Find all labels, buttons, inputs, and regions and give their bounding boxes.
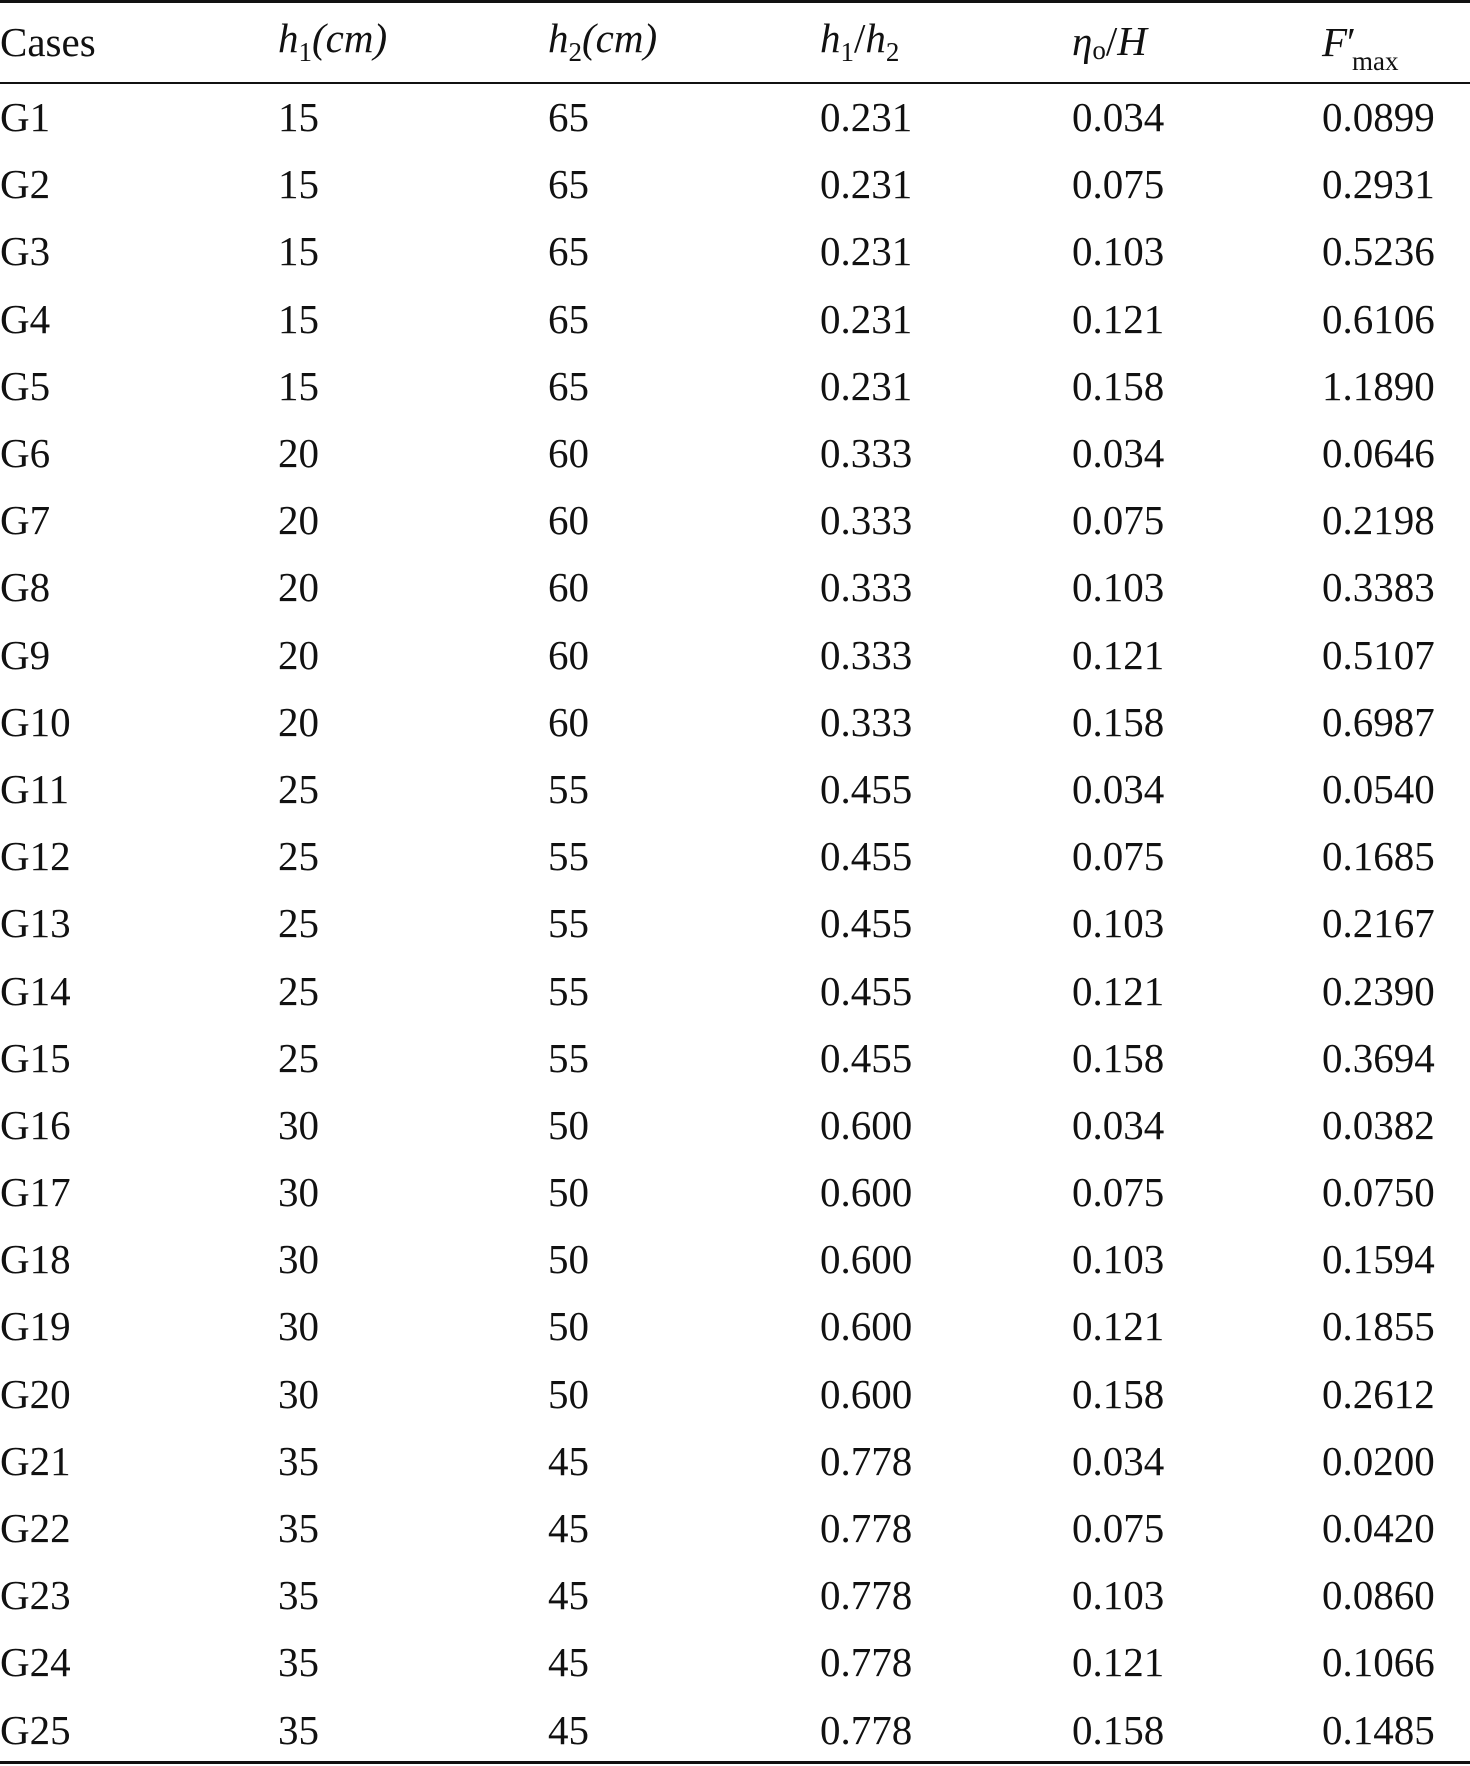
cell-case: G4 [0,295,51,342]
table-row [0,756,1470,823]
cell-case: G6 [0,430,51,477]
cell-h1: 20 [278,497,319,544]
cell-h2: 45 [548,1706,589,1753]
header-h1-unit: (cm) [312,15,388,61]
cell-case: G3 [0,228,51,275]
cell-ratio: 0.231 [820,161,913,208]
cell-h1: 15 [278,295,319,342]
cell-fmax: 0.0646 [1322,430,1435,477]
cell-ratio: 0.333 [820,631,913,678]
cell-h1: 35 [278,1572,319,1619]
cell-case: G17 [0,1169,71,1216]
cell-case: G14 [0,967,71,1014]
cell-h2: 45 [548,1505,589,1552]
cell-fmax: 0.0200 [1322,1437,1435,1484]
cell-case: G10 [0,698,71,745]
table-row [0,1293,1470,1360]
header-fmax [1322,0,1470,84]
cell-h2: 60 [548,497,589,544]
table-row [0,622,1470,689]
cell-ratio: 0.231 [820,295,913,342]
header-h1-sub: 1 [298,37,312,67]
cell-fmax: 0.6987 [1322,698,1435,745]
header-cases [0,0,278,84]
cell-h1: 30 [278,1303,319,1350]
cell-ratio: 0.455 [820,833,913,880]
header-eta [1072,0,1322,84]
cell-fmax: 0.0540 [1322,765,1435,812]
cell-ratio: 0.778 [820,1706,913,1753]
cell-h2: 65 [548,228,589,275]
table-row [0,487,1470,554]
cell-ratio: 0.455 [820,765,913,812]
cell-ratio: 0.333 [820,564,913,611]
table-row [0,554,1470,621]
header-eta-den: H [1117,17,1147,64]
table-row [0,1226,1470,1293]
cell-fmax: 0.3383 [1322,564,1435,611]
cell-h1: 35 [278,1505,319,1552]
cell-fmax: 0.1685 [1322,833,1435,880]
cell-h1: 20 [278,430,319,477]
table-row [0,286,1470,353]
cell-eta: 0.121 [1072,967,1165,1014]
cell-eta: 0.121 [1072,1639,1165,1686]
cell-h1: 25 [278,765,319,812]
cell-ratio: 0.778 [820,1639,913,1686]
cell-eta: 0.158 [1072,698,1165,745]
cell-case: G11 [0,765,70,812]
header-eta-sub: o [1092,34,1106,65]
cell-case: G22 [0,1505,71,1552]
cell-fmax: 0.2612 [1322,1370,1435,1417]
cell-h1: 30 [278,1169,319,1216]
header-ratio-den-var: h [865,15,886,61]
cell-h2: 45 [548,1437,589,1484]
header-h2-var: h [548,15,569,61]
cell-h2: 45 [548,1572,589,1619]
cell-h2: 50 [548,1169,589,1216]
cell-ratio: 0.231 [820,94,913,141]
cell-case: G23 [0,1572,71,1619]
cell-h2: 50 [548,1101,589,1148]
cell-h1: 15 [278,161,319,208]
cell-eta: 0.034 [1072,94,1165,141]
cell-ratio: 0.455 [820,1034,913,1081]
header-h2-unit: (cm) [582,15,658,61]
cell-h1: 35 [278,1437,319,1484]
table-row [0,1361,1470,1428]
cell-fmax: 0.1485 [1322,1706,1435,1753]
cell-h2: 65 [548,295,589,342]
cell-eta: 0.121 [1072,295,1165,342]
cell-ratio: 0.455 [820,967,913,1014]
cell-case: G8 [0,564,51,611]
cell-case: G2 [0,161,51,208]
cell-h1: 15 [278,362,319,409]
cell-case: G18 [0,1236,71,1283]
cell-case: G21 [0,1437,71,1484]
cell-ratio: 0.231 [820,362,913,409]
header-h2 [548,0,820,84]
cell-eta: 0.075 [1072,833,1165,880]
cell-h2: 55 [548,1034,589,1081]
cell-h1: 25 [278,900,319,947]
cell-ratio: 0.600 [820,1236,913,1283]
table-row [0,353,1470,420]
cell-ratio: 0.231 [820,228,913,275]
table-row [0,151,1470,218]
cell-case: G19 [0,1303,71,1350]
cell-eta: 0.121 [1072,1303,1165,1350]
header-h2-sub: 2 [568,37,582,67]
cell-ratio: 0.600 [820,1370,913,1417]
cell-fmax: 0.6106 [1322,295,1435,342]
cell-h2: 55 [548,967,589,1014]
cell-eta: 0.034 [1072,430,1165,477]
table-row [0,218,1470,285]
cell-eta: 0.103 [1072,1572,1165,1619]
header-ratio [820,0,1072,84]
cell-eta: 0.075 [1072,1505,1165,1552]
cell-h2: 50 [548,1236,589,1283]
cell-ratio: 0.333 [820,497,913,544]
table-row [0,84,1470,151]
cell-case: G20 [0,1370,71,1417]
table-body [0,84,1470,1764]
header-row [0,0,1470,84]
cell-fmax: 0.2931 [1322,161,1435,208]
cell-fmax: 0.5107 [1322,631,1435,678]
cell-h1: 25 [278,1034,319,1081]
cell-h2: 65 [548,94,589,141]
cell-h2: 60 [548,564,589,611]
cell-h2: 45 [548,1639,589,1686]
cell-fmax: 0.0382 [1322,1101,1435,1148]
cell-eta: 0.075 [1072,497,1165,544]
table-row [0,1025,1470,1092]
cell-h2: 50 [548,1370,589,1417]
header-ratio-slash: / [854,15,866,61]
table-row [0,420,1470,487]
cell-case: G12 [0,833,71,880]
cell-fmax: 0.1594 [1322,1236,1435,1283]
cell-h2: 60 [548,698,589,745]
table-row [0,957,1470,1024]
cell-eta: 0.075 [1072,161,1165,208]
cell-ratio: 0.600 [820,1169,913,1216]
cell-ratio: 0.778 [820,1437,913,1484]
cell-fmax: 0.2390 [1322,967,1435,1014]
cell-case: G25 [0,1706,71,1753]
cell-eta: 0.034 [1072,1101,1165,1148]
cell-ratio: 0.600 [820,1101,913,1148]
header-eta-var: η [1072,17,1093,64]
cell-fmax: 0.1855 [1322,1303,1435,1350]
header-fmax-var: F [1322,18,1348,65]
cell-h1: 15 [278,228,319,275]
header-ratio-num-var: h [820,15,841,61]
cell-h2: 65 [548,362,589,409]
cell-ratio: 0.600 [820,1303,913,1350]
cell-ratio: 0.333 [820,430,913,477]
cell-fmax: 0.0899 [1322,94,1435,141]
cell-h1: 30 [278,1101,319,1148]
cell-fmax: 0.2198 [1322,497,1435,544]
cell-fmax: 0.5236 [1322,228,1435,275]
cell-case: G13 [0,900,71,947]
cell-ratio: 0.778 [820,1505,913,1552]
table-row [0,689,1470,756]
cell-h1: 30 [278,1236,319,1283]
cell-h2: 55 [548,900,589,947]
cell-eta: 0.158 [1072,1370,1165,1417]
cell-eta: 0.103 [1072,228,1165,275]
cell-eta: 0.158 [1072,1706,1165,1753]
cell-case: G5 [0,362,51,409]
cell-h2: 60 [548,430,589,477]
cell-eta: 0.034 [1072,1437,1165,1484]
cell-h1: 25 [278,967,319,1014]
table-row [0,1092,1470,1159]
cell-eta: 0.103 [1072,900,1165,947]
table-row [0,823,1470,890]
cell-case: G9 [0,631,51,678]
table-row [0,1629,1470,1696]
cell-fmax: 0.0860 [1322,1572,1435,1619]
cell-h1: 20 [278,631,319,678]
header-fmax-prime: ′ [1347,18,1357,65]
header-h1-var: h [278,15,299,61]
cell-h1: 25 [278,833,319,880]
cell-ratio: 0.778 [820,1572,913,1619]
header-eta-slash: / [1105,17,1118,64]
cell-fmax: 1.1890 [1322,362,1435,409]
cell-ratio: 0.455 [820,900,913,947]
table-row [0,1495,1470,1562]
cell-fmax: 0.0420 [1322,1505,1435,1552]
cell-eta: 0.103 [1072,1236,1165,1283]
cell-h2: 55 [548,765,589,812]
cell-eta: 0.121 [1072,631,1165,678]
cell-eta: 0.158 [1072,362,1165,409]
header-h1 [278,0,548,84]
table-row [0,1562,1470,1629]
cell-eta: 0.103 [1072,564,1165,611]
cell-case: G24 [0,1639,71,1686]
cell-eta: 0.034 [1072,765,1165,812]
cell-fmax: 0.0750 [1322,1169,1435,1216]
header-ratio-den-sub: 2 [885,37,900,67]
cell-ratio: 0.333 [820,698,913,745]
cell-h1: 20 [278,698,319,745]
cell-case: G15 [0,1034,71,1081]
header-fmax-symbol [1322,18,1399,76]
cell-h1: 35 [278,1639,319,1686]
header-cases-label: Cases [0,18,96,65]
table-row [0,1159,1470,1226]
cell-case: G1 [0,94,51,141]
cell-eta: 0.158 [1072,1034,1165,1081]
cell-h1: 15 [278,94,319,141]
cell-h1: 30 [278,1370,319,1417]
cell-h1: 20 [278,564,319,611]
cell-h2: 50 [548,1303,589,1350]
header-fmax-sub: max [1352,45,1399,76]
cell-h1: 35 [278,1706,319,1753]
table-row [0,890,1470,957]
cell-fmax: 0.2167 [1322,900,1435,947]
table-row [0,1697,1470,1764]
cell-fmax: 0.3694 [1322,1034,1435,1081]
cell-h2: 60 [548,631,589,678]
cell-fmax: 0.1066 [1322,1639,1435,1686]
cell-case: G16 [0,1101,71,1148]
table-row [0,1428,1470,1495]
header-ratio-num-sub: 1 [840,37,854,67]
cell-eta: 0.075 [1072,1169,1165,1216]
cell-h2: 65 [548,161,589,208]
cell-h2: 55 [548,833,589,880]
cell-case: G7 [0,497,51,544]
